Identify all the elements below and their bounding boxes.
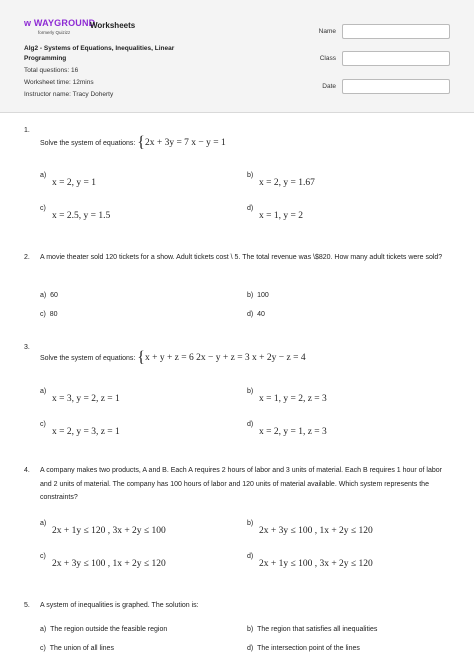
logo-wordmark: ᴡ WAYGROUND bbox=[24, 18, 96, 28]
question-text: Solve the system of equations: {2x + 3y = 7 x − y = 1 bbox=[40, 134, 226, 151]
option-b[interactable]: b) x = 2, y = 1.67 bbox=[247, 172, 315, 188]
option-d[interactable]: d) x = 1, y = 2 bbox=[247, 205, 303, 221]
logo-subtitle: formerly Quizizz bbox=[38, 30, 71, 35]
option-a[interactable]: a) 60 bbox=[40, 292, 58, 299]
date-label: Date bbox=[322, 83, 336, 90]
question-text: A company makes two products, A and B. Each A requires 2 hours of labor and 3 units of material. Each B requires 1 hour of labor and 2 units of material. The company has 100 hours of labor and 120 units of material available. Which system represents the constraints? bbox=[40, 467, 442, 501]
option-b[interactable]: b) x = 1, y = 2, z = 3 bbox=[247, 388, 327, 404]
worksheet-time: Worksheet time: 12mins bbox=[24, 79, 94, 86]
option-c[interactable]: c) 2x + 3y ≤ 100 , 1x + 2y ≤ 120 bbox=[40, 553, 166, 569]
instructor-name: Instructor name: Tracy Doherty bbox=[24, 91, 114, 98]
question-number: 5. bbox=[24, 602, 30, 609]
option-d[interactable]: d) The intersection point of the lines bbox=[247, 645, 360, 652]
date-field[interactable] bbox=[342, 79, 450, 94]
option-c[interactable]: c) The union of all lines bbox=[40, 645, 114, 652]
option-b[interactable]: b) 100 bbox=[247, 292, 269, 299]
wayground-logo bbox=[24, 18, 96, 38]
option-a[interactable]: a) 2x + 1y ≤ 120 , 3x + 2y ≤ 100 bbox=[40, 520, 166, 536]
option-b[interactable]: b) The region that satisfies all inequalities bbox=[247, 626, 378, 633]
worksheet-header bbox=[0, 0, 474, 113]
question-math: 2x + 3y = 7 x − y = 1 bbox=[144, 138, 226, 148]
brace-icon: { bbox=[137, 349, 145, 366]
question-text: A movie theater sold 120 tickets for a show. Adult tickets cost \ 5. The total revenue was \$820. How many adult tickets were sold? bbox=[40, 254, 443, 261]
question-number: 4. bbox=[24, 467, 30, 474]
option-d[interactable]: d) x = 2, y = 1, z = 3 bbox=[247, 421, 327, 437]
brace-icon: { bbox=[137, 134, 145, 151]
question-number: 3. bbox=[24, 344, 30, 351]
question-math: x + y + z = 6 2x − y + z = 3 x + 2y − z = 4 bbox=[144, 353, 306, 363]
option-c[interactable]: c) x = 2.5, y = 1.5 bbox=[40, 205, 111, 221]
logo-w-icon: ᴡ bbox=[24, 18, 34, 28]
total-questions: Total questions: 16 bbox=[24, 67, 79, 74]
class-field[interactable] bbox=[342, 51, 450, 66]
question-number: 1. bbox=[24, 127, 30, 134]
brand-title: Worksheets bbox=[90, 21, 136, 30]
option-d[interactable]: d) 2x + 1y ≤ 100 , 3x + 2y ≤ 120 bbox=[247, 553, 373, 569]
worksheet-title: Alg2 - Systems of Equations, Inequalities, Linear Programming bbox=[24, 45, 175, 62]
option-a[interactable]: a) x = 2, y = 1 bbox=[40, 172, 96, 188]
question-text: A system of inequalities is graphed. The solution is: bbox=[40, 602, 199, 609]
name-field[interactable] bbox=[342, 24, 450, 39]
option-b[interactable]: b) 2x + 3y ≤ 100 , 1x + 2y ≤ 120 bbox=[247, 520, 373, 536]
class-label: Class bbox=[319, 55, 336, 62]
question-number: 2. bbox=[24, 254, 30, 261]
option-a[interactable]: a) x = 3, y = 2, z = 1 bbox=[40, 388, 120, 404]
option-c[interactable]: c) 80 bbox=[40, 311, 58, 318]
option-d[interactable]: d) 40 bbox=[247, 311, 265, 318]
name-label: Name bbox=[318, 28, 336, 35]
question-text: Solve the system of equations: {x + y + z = 6 2x − y + z = 3 x + 2y − z = 4 bbox=[40, 349, 306, 366]
option-c[interactable]: c) x = 2, y = 3, z = 1 bbox=[40, 421, 120, 437]
option-a[interactable]: a) The region outside the feasible region bbox=[40, 626, 168, 633]
